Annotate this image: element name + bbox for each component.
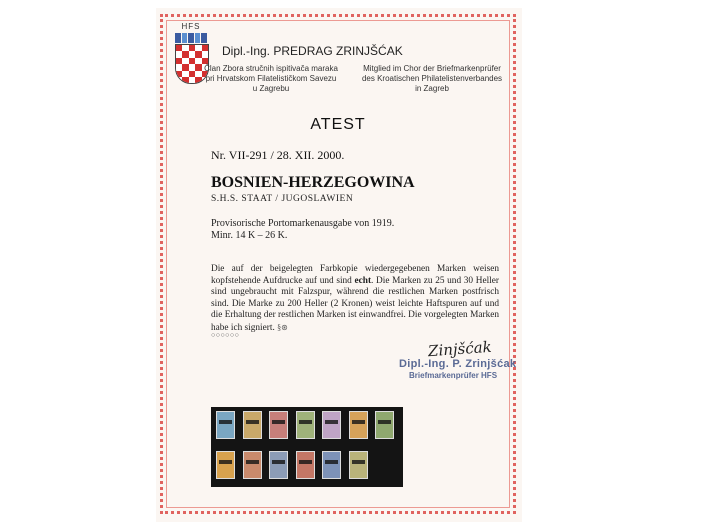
- body-text: Die auf der beigelegten Farbkopie wiedergegebenen Marken weisen kopfstehende Aufdrucke auf und sind: [211, 264, 499, 286]
- affiliation-line: Član Zbora stručnih ispitivača maraka: [204, 64, 338, 73]
- stamp-image: [349, 451, 368, 479]
- stamp-image: [322, 451, 341, 479]
- affiliation-line: u Zagrebu: [252, 84, 290, 93]
- affiliation-german: [350, 64, 514, 94]
- certificate-body-text: [211, 264, 499, 335]
- stamp-image: [375, 411, 394, 439]
- stamp-image: [243, 411, 262, 439]
- certificate-number: Nr. VII-291 / 28. XII. 2000.: [211, 148, 345, 162]
- body-text: . Die Marken zu 25 und 30 Heller sind ungebraucht mit Falzspur, während die restlichen Marken postfrisch sind. Die Marke zu 200 Heller (2 Kronen) weist leichte Haftspuren auf und die Erhaltung der restlichen Marken ist einwandfrei. Die vorgelegten Marken habe ich signiert.: [211, 275, 499, 333]
- signature-mark-icon: §⊛: [277, 322, 288, 332]
- stamp-image: [216, 451, 235, 479]
- affiliation-line: Mitglied im Chor der Briefmarkenprüfer: [363, 64, 501, 73]
- certificate-title: ATEST: [310, 116, 366, 133]
- small-marks: ○○○○○○: [211, 332, 240, 339]
- stamp-image: [269, 451, 288, 479]
- affiliation-croatian: [196, 64, 346, 94]
- examiner-name: Dipl.-Ing. PREDRAG ZRINJŠĆAK: [222, 44, 403, 58]
- stamp-image: [296, 411, 315, 439]
- state-subheading: S.H.S. STAAT / JUGOSLAWIEN: [211, 194, 354, 204]
- stamp-image: [243, 451, 262, 479]
- affiliation-line: pri Hrvatskom Filatelističkom Savezu: [205, 74, 337, 83]
- stamp-image: [296, 451, 315, 479]
- stamp-image: [322, 411, 341, 439]
- country-heading: BOSNIEN-HERZEGOWINA: [211, 174, 415, 191]
- stamp-image: [216, 411, 235, 439]
- examiner-stamp-title: Briefmarkenprüfer HFS: [409, 371, 498, 380]
- issue-description: Provisorische Portomarkenausgabe von 1919.: [211, 218, 395, 229]
- stamp-image: [269, 411, 288, 439]
- crown-icon: [175, 33, 207, 43]
- catalog-numbers: Minr. 14 K – 26 K.: [211, 230, 288, 241]
- emblem-label: HFS: [181, 22, 201, 31]
- stamps-color-copy: [211, 407, 403, 487]
- handwritten-signature: Zinjšćak: [427, 337, 493, 361]
- stamp-image: [349, 411, 368, 439]
- affiliation-line: in Zagreb: [415, 84, 449, 93]
- examiner-stamp-name: Dipl.-Ing. P. Zrinjšćak: [399, 358, 517, 370]
- affiliation-line: des Kroatischen Philatelistenverbandes: [361, 74, 503, 83]
- body-emphasis: echt: [354, 275, 372, 286]
